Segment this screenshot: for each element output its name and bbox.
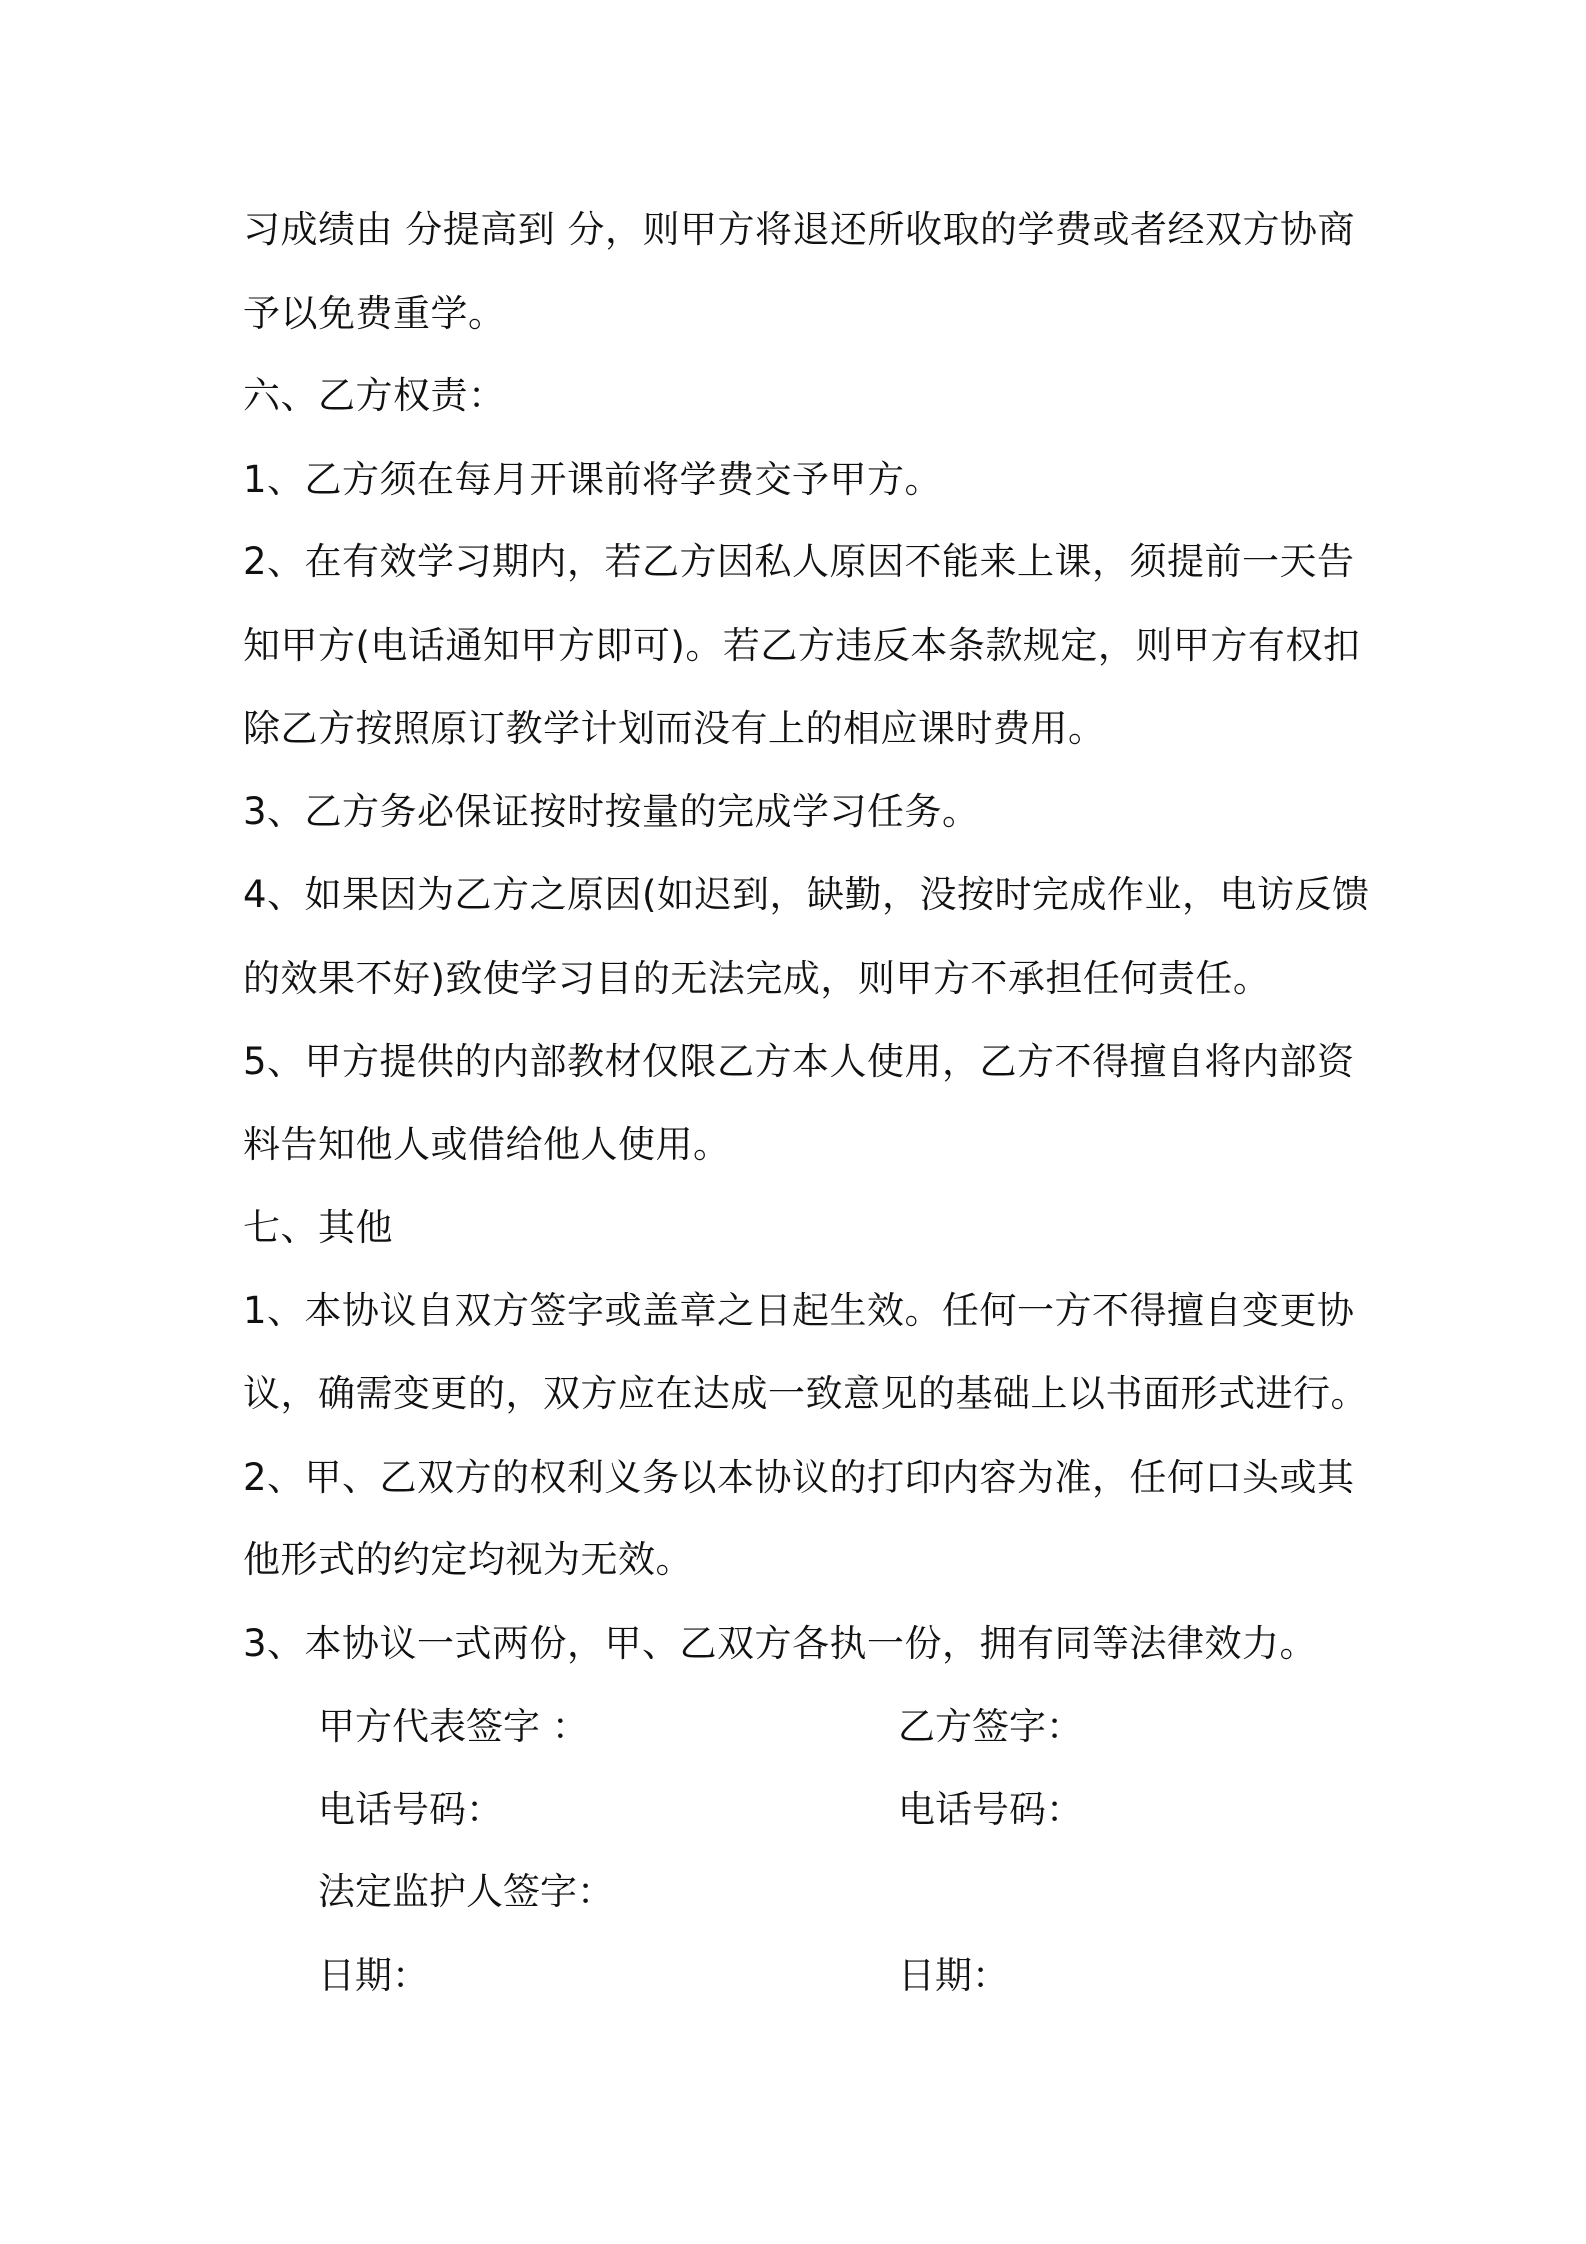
text-line-2: 予以免费重学。 [243, 292, 506, 335]
clause-6-5-line-2: 料告知他人或借给他人使用。 [243, 1123, 731, 1166]
clause-6-3: 3、乙方务必保证按时按量的完成学习任务。 [243, 790, 980, 833]
party-b-phone-label: 电话号码： [898, 1788, 1083, 1831]
clause-6-5-line-1: 5、甲方提供的内部教材仅限乙方本人使用，乙方不得擅自将内部资 [243, 1040, 1355, 1083]
clause-7-3: 3、本协议一式两份，甲、乙双方各执一份，拥有同等法律效力。 [243, 1622, 1318, 1665]
party-b-date-label: 日期： [898, 1954, 1009, 1997]
party-a-rep-signature-label: 甲方代表签字 ： [318, 1705, 589, 1748]
guardian-signature-label: 法定监护人签字： [318, 1870, 614, 1913]
clause-7-1-line-2: 议，确需变更的，双方应在达成一致意见的基础上以书面形式进行。 [243, 1372, 1368, 1415]
section-heading-6: 六、乙方权责： [243, 374, 506, 417]
clause-7-2-line-1: 2、甲、乙双方的权利义务以本协议的打印内容为准，任何口头或其 [243, 1456, 1355, 1499]
clause-6-1: 1、乙方须在每月开课前将学费交予甲方。 [243, 458, 943, 501]
section-heading-7: 七、其他 [243, 1206, 393, 1249]
clause-6-4-line-2: 的效果不好)致使学习目的无法完成，则甲方不承担任何责任。 [243, 957, 1271, 1000]
text-line-1: 习成绩由 分提高到 分，则甲方将退还所收取的学费或者经双方协商 [243, 208, 1356, 251]
clause-7-2-line-2: 他形式的约定均视为无效。 [243, 1538, 693, 1581]
clause-6-2-line-3: 除乙方按照原订教学计划而没有上的相应课时费用。 [243, 707, 1106, 750]
clause-6-4-line-1: 4、如果因为乙方之原因(如迟到，缺勤，没按时完成作业，电访反馈 [243, 873, 1370, 916]
party-a-phone-label: 电话号码： [318, 1788, 503, 1831]
clause-6-2-line-2: 知甲方(电话通知甲方即可)。若乙方违反本条款规定，则甲方有权扣 [243, 624, 1361, 667]
clause-6-2-line-1: 2、在有效学习期内，若乙方因私人原因不能来上课，须提前一天告 [243, 540, 1355, 583]
party-a-date-label: 日期： [318, 1954, 429, 1997]
clause-7-1-line-1: 1、本协议自双方签字或盖章之日起生效。任何一方不得擅自变更协 [243, 1289, 1355, 1332]
party-b-signature-label: 乙方签字： [898, 1705, 1083, 1748]
